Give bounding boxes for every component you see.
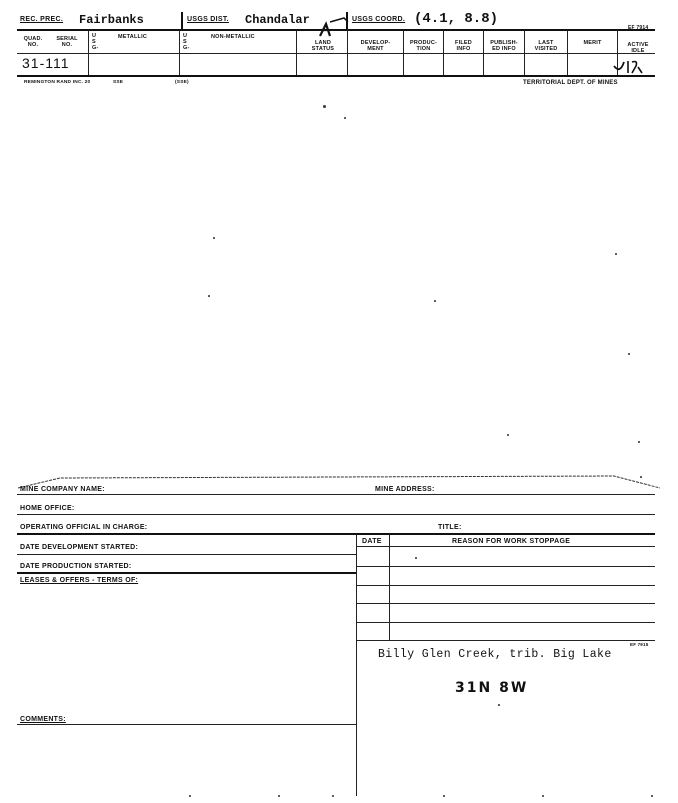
imprint-code: (SSE)	[175, 80, 189, 85]
leases-label: LEASES & OFFERS - TERMS OF:	[20, 577, 139, 584]
dist-value: Chandalar	[245, 13, 310, 27]
reason-column-header: REASON FOR WORK STOPPAGE	[452, 538, 571, 545]
col-last-visited: LAST VISITED	[534, 40, 558, 52]
coord-value: (4.1, 8.8)	[414, 11, 499, 27]
rule	[356, 566, 655, 567]
col-divider	[296, 30, 297, 75]
rule	[17, 554, 356, 555]
col-merit: MERIT	[583, 40, 602, 46]
rule	[17, 724, 356, 725]
home-office-label: HOME OFFICE:	[20, 505, 75, 512]
rule	[356, 585, 655, 586]
territorial-dept: TERRITORIAL DEPT. OF MINES	[523, 80, 618, 86]
rule	[17, 75, 655, 77]
col-divider	[403, 30, 404, 75]
col-development: DEVELOP- MENT	[360, 40, 391, 52]
comments-label: COMMENTS:	[20, 716, 66, 723]
ink-mark	[300, 14, 350, 44]
rec-prec-label: REC. PREC.	[20, 16, 64, 23]
rule	[17, 494, 655, 495]
col-divider	[524, 30, 525, 75]
col-usgs-metallic: U S G-	[92, 33, 99, 51]
form-number: EF 7915	[630, 642, 649, 647]
remington-imprint: REMINGTON RAND INC. 20	[24, 80, 91, 85]
rec-prec-value: Fairbanks	[79, 13, 144, 27]
dist-label: USGS DIST.	[187, 16, 229, 23]
col-divider	[483, 30, 484, 75]
col-filed-info: FILED INFO	[455, 40, 472, 52]
checkmark-icon	[612, 58, 648, 76]
location-note: Billy Glen Creek, trib. Big Lake	[378, 648, 612, 661]
col-metallic: METALLIC	[118, 34, 147, 40]
operating-official-label: OPERATING OFFICIAL IN CHARGE:	[20, 524, 148, 531]
rule	[17, 572, 356, 574]
date-development-label: DATE DEVELOPMENT STARTED:	[20, 544, 139, 551]
col-land-status: LAND STATUS	[311, 40, 335, 52]
form-number: EF 7914	[628, 25, 649, 31]
col-quad: QUAD. NO.	[23, 36, 43, 48]
divider	[181, 12, 183, 29]
col-divider	[567, 30, 568, 75]
divider	[389, 534, 390, 641]
date-production-label: DATE PRODUCTION STARTED:	[20, 563, 132, 570]
quad-value: 31-111	[22, 55, 70, 71]
mine-address-label: MINE ADDRESS:	[375, 486, 435, 493]
col-divider	[443, 30, 444, 75]
rule	[17, 533, 655, 535]
col-published-info: PUBLISH- ED INFO	[490, 40, 518, 52]
township-note: 31N 8W	[455, 680, 529, 696]
col-production: PRODUC- TION	[409, 40, 438, 52]
rule	[17, 514, 655, 515]
rule	[356, 603, 655, 604]
card-top-edge	[14, 470, 664, 494]
col-usgs-nonmetallic: U S G-	[183, 33, 190, 51]
imprint-code: SSE	[113, 80, 124, 85]
coord-label: USGS COORD.	[352, 16, 406, 23]
col-nonmetallic: NON-METALLIC	[211, 34, 255, 40]
rule	[17, 53, 655, 54]
rule	[356, 622, 655, 623]
col-serial: SERIAL NO.	[56, 36, 78, 48]
divider	[356, 534, 357, 796]
col-divider	[179, 30, 180, 75]
col-active-idle: ACTIVE IDLE	[627, 42, 649, 54]
rule	[356, 640, 655, 641]
mine-company-label: MINE COMPANY NAME:	[20, 486, 105, 493]
rule	[356, 546, 655, 547]
col-divider	[88, 30, 89, 75]
title-label: TITLE:	[438, 524, 462, 531]
date-column-header: DATE	[362, 538, 382, 545]
